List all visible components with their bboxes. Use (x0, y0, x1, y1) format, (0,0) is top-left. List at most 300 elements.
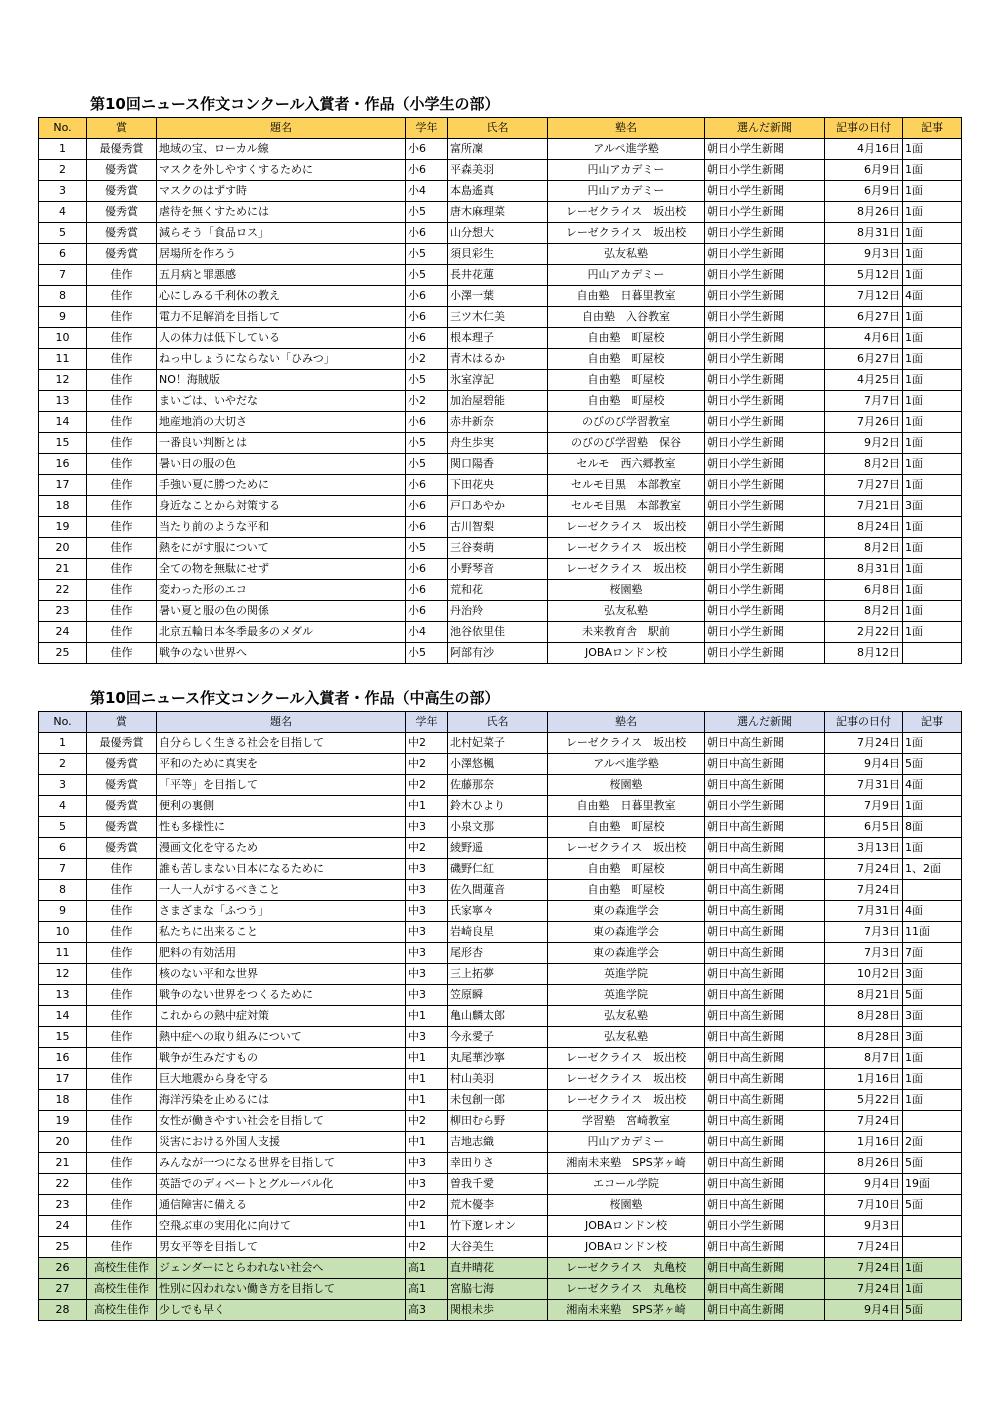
cell-page: 1面 (903, 538, 962, 559)
cell-no: 7 (39, 265, 87, 286)
cell-award: 佳作 (87, 1174, 157, 1195)
cell-title: 災害における外国人支援 (157, 1132, 406, 1153)
elementary-awards-table (38, 117, 962, 664)
cell-name: 佐藤那奈 (448, 775, 548, 796)
table-row (39, 1048, 962, 1069)
cell-school: アルペ進学塾 (548, 139, 705, 160)
cell-school: 自由塾 日暮里教室 (548, 796, 705, 817)
table-row (39, 601, 962, 622)
cell-name: 氏家寧々 (448, 901, 548, 922)
cell-no: 3 (39, 775, 87, 796)
table-row (39, 223, 962, 244)
cell-title: 海洋汚染を止めるには (157, 1090, 406, 1111)
cell-no: 24 (39, 1216, 87, 1237)
cell-no: 14 (39, 1006, 87, 1027)
table-row (39, 265, 962, 286)
cell-school: レーゼクライス 丸亀校 (548, 1258, 705, 1279)
cell-grade: 小6 (406, 601, 448, 622)
cell-date: 9月3日 (825, 244, 903, 265)
cell-title: 減らそう「食品ロス」 (157, 223, 406, 244)
cell-date: 9月4日 (825, 1300, 903, 1321)
cell-newspaper: 朝日中高生新聞 (705, 985, 825, 1006)
cell-award: 佳作 (87, 496, 157, 517)
cell-school: JOBAロンドン校 (548, 1216, 705, 1237)
cell-school: レーゼクライス 坂出校 (548, 1069, 705, 1090)
cell-newspaper: 朝日中高生新聞 (705, 775, 825, 796)
header-grade: 学年 (406, 118, 448, 139)
header-no: No. (39, 712, 87, 733)
cell-award: 佳作 (87, 601, 157, 622)
cell-date: 6月5日 (825, 817, 903, 838)
cell-page: 1面 (903, 307, 962, 328)
cell-page: 1面 (903, 391, 962, 412)
table-row (39, 1279, 962, 1300)
cell-newspaper: 朝日小学生新聞 (705, 622, 825, 643)
secondary-awards-table (38, 711, 962, 1321)
cell-page: 1面 (903, 160, 962, 181)
table-row (39, 307, 962, 328)
cell-award: 佳作 (87, 265, 157, 286)
cell-grade: 中3 (406, 1153, 448, 1174)
cell-newspaper: 朝日中高生新聞 (705, 1258, 825, 1279)
cell-name: 富所凜 (448, 139, 548, 160)
cell-award: 佳作 (87, 349, 157, 370)
cell-grade: 中3 (406, 964, 448, 985)
cell-newspaper: 朝日小学生新聞 (705, 202, 825, 223)
cell-date: 2月22日 (825, 622, 903, 643)
cell-page: 1面 (903, 1258, 962, 1279)
cell-no: 25 (39, 643, 87, 664)
cell-no: 2 (39, 160, 87, 181)
cell-grade: 小5 (406, 202, 448, 223)
cell-award: 佳作 (87, 1006, 157, 1027)
cell-grade: 中3 (406, 859, 448, 880)
cell-date: 5月12日 (825, 265, 903, 286)
table-row (39, 943, 962, 964)
cell-date: 7月21日 (825, 496, 903, 517)
cell-award: 佳作 (87, 880, 157, 901)
cell-date: 4月6日 (825, 328, 903, 349)
cell-school: 円山アカデミー (548, 1132, 705, 1153)
cell-name: 古川智梨 (448, 517, 548, 538)
cell-name: 山分想大 (448, 223, 548, 244)
cell-grade: 中3 (406, 985, 448, 1006)
cell-page: 5面 (903, 1300, 962, 1321)
table-row (39, 202, 962, 223)
cell-school: 桜園塾 (548, 1195, 705, 1216)
cell-name: 戸口あやか (448, 496, 548, 517)
cell-grade: 小6 (406, 475, 448, 496)
table-row (39, 370, 962, 391)
cell-title: 地域の宝、ローカル線 (157, 139, 406, 160)
cell-title: 居場所を作ろう (157, 244, 406, 265)
cell-name: 根本理子 (448, 328, 548, 349)
cell-page: 1面 (903, 244, 962, 265)
cell-school: 英進学院 (548, 964, 705, 985)
cell-newspaper: 朝日小学生新聞 (705, 433, 825, 454)
cell-award: 佳作 (87, 328, 157, 349)
table-row (39, 349, 962, 370)
cell-date: 6月8日 (825, 580, 903, 601)
cell-school: レーゼクライス 坂出校 (548, 1090, 705, 1111)
cell-title: さまざまな「ふつう」 (157, 901, 406, 922)
cell-newspaper: 朝日小学生新聞 (705, 139, 825, 160)
cell-no: 13 (39, 985, 87, 1006)
cell-award: 佳作 (87, 454, 157, 475)
cell-grade: 小6 (406, 286, 448, 307)
cell-school: 英進学院 (548, 985, 705, 1006)
cell-school: 東の森進学会 (548, 943, 705, 964)
cell-school: レーゼクライス 坂出校 (548, 538, 705, 559)
cell-school: 弘友私塾 (548, 244, 705, 265)
cell-name: 本島遙真 (448, 181, 548, 202)
table-row (39, 1069, 962, 1090)
cell-title: 英語でのディベートとグルーバル化 (157, 1174, 406, 1195)
table-row (39, 160, 962, 181)
table-row (39, 517, 962, 538)
cell-title: みんなが一つになる世界を目指して (157, 1153, 406, 1174)
cell-grade: 中2 (406, 775, 448, 796)
cell-date: 7月26日 (825, 412, 903, 433)
cell-no: 7 (39, 859, 87, 880)
cell-title: これからの熱中症対策 (157, 1006, 406, 1027)
cell-page: 1面 (903, 475, 962, 496)
cell-grade: 高1 (406, 1279, 448, 1300)
cell-no: 1 (39, 139, 87, 160)
cell-school: 自由塾 町屋校 (548, 328, 705, 349)
cell-school: 湘南未来塾 SPS茅ヶ崎 (548, 1300, 705, 1321)
cell-award: 佳作 (87, 370, 157, 391)
cell-no: 6 (39, 244, 87, 265)
cell-date: 4月25日 (825, 370, 903, 391)
cell-name: 曽我千愛 (448, 1174, 548, 1195)
cell-award: 佳作 (87, 538, 157, 559)
table-row (39, 475, 962, 496)
cell-award: 優秀賞 (87, 181, 157, 202)
cell-award: 佳作 (87, 1027, 157, 1048)
cell-school: 桜園塾 (548, 580, 705, 601)
header-page: 記事 (903, 712, 962, 733)
cell-school: 桜園塾 (548, 775, 705, 796)
cell-no: 9 (39, 307, 87, 328)
cell-newspaper: 朝日小学生新聞 (705, 328, 825, 349)
cell-title: 五月病と罪悪感 (157, 265, 406, 286)
cell-date: 7月3日 (825, 922, 903, 943)
cell-date: 1月16日 (825, 1132, 903, 1153)
cell-page: 4面 (903, 775, 962, 796)
table-row (39, 1132, 962, 1153)
table-row (39, 1153, 962, 1174)
table-row (39, 433, 962, 454)
cell-page: 1面 (903, 454, 962, 475)
cell-newspaper: 朝日小学生新聞 (705, 391, 825, 412)
cell-page: 1面 (903, 1279, 962, 1300)
cell-title: 変わった形のエコ (157, 580, 406, 601)
cell-school: 自由塾 町屋校 (548, 859, 705, 880)
cell-name: 関口陽香 (448, 454, 548, 475)
cell-school: 自由塾 町屋校 (548, 817, 705, 838)
cell-grade: 小6 (406, 496, 448, 517)
cell-newspaper: 朝日小学生新聞 (705, 496, 825, 517)
table-row (39, 286, 962, 307)
cell-page: 1面 (903, 733, 962, 754)
cell-no: 12 (39, 964, 87, 985)
header-school: 塾名 (548, 712, 705, 733)
cell-name: 笠原瞬 (448, 985, 548, 1006)
table-row (39, 643, 962, 664)
cell-grade: 小5 (406, 433, 448, 454)
cell-no: 20 (39, 1132, 87, 1153)
header-grade: 学年 (406, 712, 448, 733)
cell-title: 漫画文化を守るため (157, 838, 406, 859)
cell-page: 1面 (903, 622, 962, 643)
cell-school: JOBAロンドン校 (548, 643, 705, 664)
cell-title: 性も多様性に (157, 817, 406, 838)
cell-newspaper: 朝日小学生新聞 (705, 349, 825, 370)
cell-date: 6月27日 (825, 307, 903, 328)
cell-title: 空飛ぶ車の実用化に向けて (157, 1216, 406, 1237)
cell-no: 8 (39, 286, 87, 307)
section-title-secondary: 第10回ニュース作文コンクール入賞者・作品（中高生の部） (90, 689, 500, 707)
cell-date: 9月4日 (825, 754, 903, 775)
cell-no: 5 (39, 223, 87, 244)
cell-grade: 小2 (406, 349, 448, 370)
cell-award: 高校生佳作 (87, 1300, 157, 1321)
cell-school: 東の森進学会 (548, 901, 705, 922)
cell-school: 自由塾 町屋校 (548, 391, 705, 412)
cell-award: 高校生佳作 (87, 1258, 157, 1279)
cell-name: 荒木優李 (448, 1195, 548, 1216)
cell-award: 佳作 (87, 901, 157, 922)
cell-page: 3面 (903, 1027, 962, 1048)
cell-award: 佳作 (87, 1090, 157, 1111)
cell-grade: 中2 (406, 733, 448, 754)
cell-no: 25 (39, 1237, 87, 1258)
cell-date: 8月26日 (825, 1153, 903, 1174)
header-award: 賞 (87, 118, 157, 139)
cell-award: 佳作 (87, 922, 157, 943)
cell-grade: 中3 (406, 1174, 448, 1195)
cell-name: 下田花央 (448, 475, 548, 496)
cell-title: 通信障害に備える (157, 1195, 406, 1216)
table-row (39, 391, 962, 412)
table-row (39, 880, 962, 901)
header-newspaper: 選んだ新聞 (705, 712, 825, 733)
table-row (39, 1090, 962, 1111)
header-newspaper: 選んだ新聞 (705, 118, 825, 139)
cell-date: 7月10日 (825, 1195, 903, 1216)
cell-newspaper: 朝日中高生新聞 (705, 922, 825, 943)
table-row (39, 964, 962, 985)
cell-grade: 小6 (406, 412, 448, 433)
cell-newspaper: 朝日小学生新聞 (705, 181, 825, 202)
cell-newspaper: 朝日小学生新聞 (705, 538, 825, 559)
cell-newspaper: 朝日中高生新聞 (705, 1279, 825, 1300)
cell-title: 戦争のない世界へ (157, 643, 406, 664)
table-row (39, 622, 962, 643)
table-row (39, 580, 962, 601)
cell-school: 円山アカデミー (548, 181, 705, 202)
cell-title: 虐待を無くすためには (157, 202, 406, 223)
cell-newspaper: 朝日小学生新聞 (705, 475, 825, 496)
cell-name: 今永愛子 (448, 1027, 548, 1048)
cell-grade: 中3 (406, 901, 448, 922)
cell-title: 戦争が生みだすもの (157, 1048, 406, 1069)
cell-date: 10月2日 (825, 964, 903, 985)
cell-date: 8月28日 (825, 1006, 903, 1027)
cell-name: 小野琴音 (448, 559, 548, 580)
table-header-row (39, 712, 962, 733)
cell-no: 10 (39, 922, 87, 943)
cell-name: 未包創一郎 (448, 1090, 548, 1111)
cell-date: 7月24日 (825, 880, 903, 901)
cell-award: 佳作 (87, 643, 157, 664)
cell-award: 佳作 (87, 580, 157, 601)
cell-award: 佳作 (87, 1069, 157, 1090)
cell-award: 佳作 (87, 412, 157, 433)
cell-school: 学習塾 宮崎教室 (548, 1111, 705, 1132)
cell-award: 佳作 (87, 307, 157, 328)
cell-school: 自由塾 日暮里教室 (548, 286, 705, 307)
cell-page: 1面 (903, 370, 962, 391)
cell-newspaper: 朝日中高生新聞 (705, 1006, 825, 1027)
cell-page: 2面 (903, 1132, 962, 1153)
cell-no: 12 (39, 370, 87, 391)
cell-page: 1、2面 (903, 859, 962, 880)
table-row (39, 859, 962, 880)
cell-name: 幸田りさ (448, 1153, 548, 1174)
cell-no: 19 (39, 517, 87, 538)
table-row (39, 796, 962, 817)
cell-no: 21 (39, 1153, 87, 1174)
cell-grade: 中3 (406, 1027, 448, 1048)
cell-title: 核のない平和な世界 (157, 964, 406, 985)
cell-date: 8月26日 (825, 202, 903, 223)
cell-name: 吉地志織 (448, 1132, 548, 1153)
cell-no: 18 (39, 1090, 87, 1111)
section-title-elementary: 第10回ニュース作文コンクール入賞者・作品（小学生の部） (90, 95, 500, 113)
cell-no: 5 (39, 817, 87, 838)
cell-no: 19 (39, 1111, 87, 1132)
table-row (39, 1258, 962, 1279)
cell-page: 1面 (903, 433, 962, 454)
cell-no: 15 (39, 433, 87, 454)
cell-page: 1面 (903, 265, 962, 286)
cell-page: 5面 (903, 754, 962, 775)
cell-page: 1面 (903, 580, 962, 601)
cell-date: 3月13日 (825, 838, 903, 859)
cell-no: 17 (39, 1069, 87, 1090)
cell-page: 1面 (903, 202, 962, 223)
cell-title: 肥料の有効活用 (157, 943, 406, 964)
cell-grade: 中1 (406, 796, 448, 817)
cell-title: 巨大地震から身を守る (157, 1069, 406, 1090)
cell-page (903, 1237, 962, 1258)
cell-title: 一番良い判断とは (157, 433, 406, 454)
table-row (39, 412, 962, 433)
cell-name: 小澤悠楓 (448, 754, 548, 775)
table-row (39, 1111, 962, 1132)
cell-name: 小泉文那 (448, 817, 548, 838)
cell-no: 22 (39, 1174, 87, 1195)
cell-school: 自由塾 町屋校 (548, 349, 705, 370)
table-row (39, 181, 962, 202)
cell-name: 綾野遥 (448, 838, 548, 859)
cell-date: 7月24日 (825, 1237, 903, 1258)
header-no: No. (39, 118, 87, 139)
cell-award: 優秀賞 (87, 838, 157, 859)
cell-no: 16 (39, 1048, 87, 1069)
cell-school: 自由塾 町屋校 (548, 370, 705, 391)
cell-newspaper: 朝日中高生新聞 (705, 1048, 825, 1069)
cell-title: 北京五輪日本冬季最多のメダル (157, 622, 406, 643)
cell-newspaper: 朝日中高生新聞 (705, 859, 825, 880)
cell-award: 佳作 (87, 943, 157, 964)
cell-title: 私たちに出来ること (157, 922, 406, 943)
cell-name: 岩崎良星 (448, 922, 548, 943)
cell-date: 8月7日 (825, 1048, 903, 1069)
cell-no: 22 (39, 580, 87, 601)
cell-award: 佳作 (87, 859, 157, 880)
cell-name: 柳田むら野 (448, 1111, 548, 1132)
cell-page: 1面 (903, 1048, 962, 1069)
cell-no: 17 (39, 475, 87, 496)
table-row (39, 1174, 962, 1195)
cell-no: 27 (39, 1279, 87, 1300)
cell-date: 8月24日 (825, 517, 903, 538)
cell-award: 高校生佳作 (87, 1279, 157, 1300)
cell-school: エコール学院 (548, 1174, 705, 1195)
cell-date: 6月9日 (825, 160, 903, 181)
cell-grade: 小6 (406, 580, 448, 601)
cell-date: 5月22日 (825, 1090, 903, 1111)
cell-school: アルペ進学塾 (548, 754, 705, 775)
cell-school: 弘友私塾 (548, 1027, 705, 1048)
table-row (39, 1300, 962, 1321)
cell-no: 3 (39, 181, 87, 202)
cell-title: 暑い日の服の色 (157, 454, 406, 475)
cell-date: 9月4日 (825, 1174, 903, 1195)
cell-date: 8月2日 (825, 454, 903, 475)
cell-newspaper: 朝日中高生新聞 (705, 901, 825, 922)
table-row (39, 496, 962, 517)
cell-date: 7月3日 (825, 943, 903, 964)
cell-no: 16 (39, 454, 87, 475)
header-page: 記事 (903, 118, 962, 139)
cell-page: 1面 (903, 1069, 962, 1090)
cell-award: 佳作 (87, 985, 157, 1006)
cell-no: 23 (39, 601, 87, 622)
cell-newspaper: 朝日中高生新聞 (705, 964, 825, 985)
cell-school: 弘友私塾 (548, 1006, 705, 1027)
cell-name: 青木はるか (448, 349, 548, 370)
cell-name: 大谷美生 (448, 1237, 548, 1258)
cell-grade: 中3 (406, 943, 448, 964)
table-row (39, 1195, 962, 1216)
cell-school: レーゼクライス 坂出校 (548, 202, 705, 223)
table-row (39, 817, 962, 838)
cell-newspaper: 朝日中高生新聞 (705, 1090, 825, 1111)
cell-newspaper: 朝日小学生新聞 (705, 559, 825, 580)
cell-grade: 小5 (406, 265, 448, 286)
cell-newspaper: 朝日中高生新聞 (705, 1300, 825, 1321)
cell-award: 佳作 (87, 475, 157, 496)
cell-date: 4月16日 (825, 139, 903, 160)
cell-page: 1面 (903, 838, 962, 859)
cell-page: 3面 (903, 496, 962, 517)
cell-grade: 中1 (406, 1090, 448, 1111)
cell-name: 直井晴花 (448, 1258, 548, 1279)
